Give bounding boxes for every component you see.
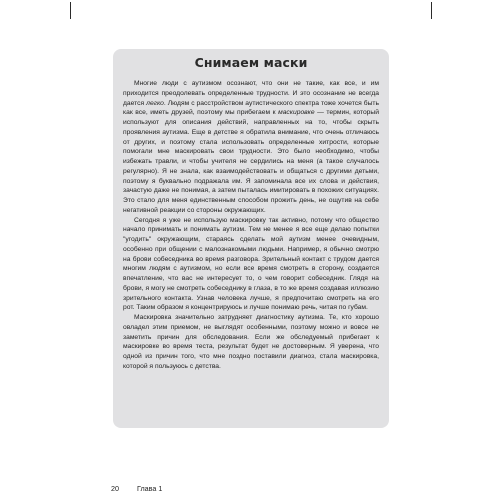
crop-mark-left <box>70 2 71 19</box>
callout-paragraph <box>123 313 379 372</box>
callout-body <box>123 79 379 372</box>
callout-paragraph <box>123 79 379 216</box>
callout-paragraph <box>123 216 379 314</box>
paragraph-text: Сегодня я уже не использую маскировку так активно, потому что общество начало принимать и понимать аутизм. Тем не менее я все еще делаю попытки "угодить" окружающим, стараясь сделать мой аутизм менее очевидным, особенно при общении с малознакомыми людьми. Например, я обычно смотрю на брови собеседника во время разговора. Зрительный контакт с трудом дается многим людям с аутизмом, но если все время смотреть в сторону, создается впечатление, что вас не интересует то, о чем говорит собеседник. Глядя на брови, я могу не смотреть собеседнику в глаза, в то же время создавая иллюзию зрительного контакта. Узнав человека лучше, я предпочитаю смотреть на его рот. Таким образом я концентрируюсь и лучше понимаю речь, читая по губам. <box>123 216 379 312</box>
paragraph-text: Многие люди с аутизмом осознают, что они не такие, как все, и им приходится преодолевать определенные трудности. И это осознание не всегда дается <box>123 80 379 107</box>
page-footer <box>111 484 162 493</box>
sidebar-callout-box <box>113 49 389 428</box>
emphasized-text: маскировке <box>278 109 315 117</box>
crop-mark-right <box>431 2 432 19</box>
chapter-label: Глава 1 <box>137 484 163 493</box>
paragraph-text: — термин, который используют для описания действий, направленных на то, чтобы скрыть проявления аутизма. Еще в детстве я обратила внимание, что очень отличаюсь от других, и поэтому стала использовать определенные хитрости, которые помогали мне маскировать свои трудности. Это было необходимо, чтобы избежать травли, и чтобы учителя не сердились на меня (а такое случалось регулярно). Я не знала, как взаимодействовать и общаться с другими детьми, поэтому я буквально подражала им. Я запоминала все их слова и действия, зачастую даже не понимая, а затем пыталась имитировать в похожих ситуациях. Это стало для меня единственным способом прожить день, не ощутив на себе негативной реакции со стороны окружающих. <box>123 109 379 214</box>
paragraph-text: . Людям с расстройством аутистического спектра тоже хочется быть как все, иметь друзей, поэтому мы прибегаем к <box>123 99 379 117</box>
emphasized-text: легко <box>146 99 164 107</box>
paragraph-text: Маскировка значительно затрудняет диагностику аутизма. Те, кто хорошо овладел этим приемом, не выглядят особенными, поэтому можно и вовсе не заметить причин для обследования. Если же обследуемый прибегает к маскировке во время теста, результат будет не достоверным. Я уверена, что одной из причин того, что мне поздно поставили диагноз, стала маскировка, которой я пользуюсь с детства. <box>123 314 379 370</box>
callout-title: Снимаем маски <box>194 55 308 70</box>
page-number: 20 <box>111 484 119 493</box>
